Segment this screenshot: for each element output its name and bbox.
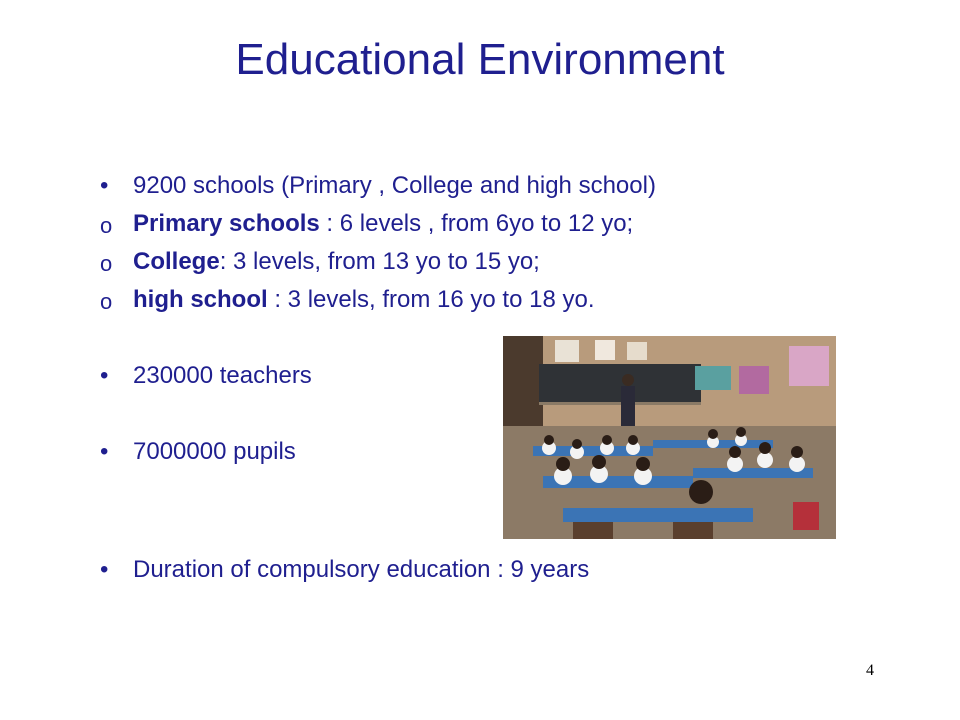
- bullet-text: 9200 schools (Primary , College and high school): [133, 172, 656, 199]
- sub-bullet-detail: : 6 levels , from 6yo to 12 yo;: [319, 210, 634, 237]
- sub-bullet-label: College: [133, 248, 220, 275]
- page-number: 4: [866, 662, 874, 679]
- sub-bullet-text: [133, 206, 633, 242]
- bullet-marker: •: [100, 362, 109, 389]
- classroom-photo: [503, 336, 836, 539]
- bullet-marker: •: [100, 172, 109, 199]
- sub-bullet-label: high school: [133, 286, 268, 313]
- classroom-illustration: [503, 336, 836, 539]
- bullet-marker: •: [100, 438, 109, 465]
- bullet-text: 7000000 pupils: [133, 438, 296, 465]
- slide-title: Educational Environment: [235, 35, 725, 84]
- sub-marker: o: [100, 213, 113, 238]
- sub-marker: o: [100, 251, 113, 276]
- sub-bullet-detail: : 3 levels, from 16 yo to 18 yo.: [267, 286, 595, 313]
- bullet-marker: •: [100, 556, 109, 583]
- sub-bullet-text: [133, 244, 540, 280]
- sub-marker: o: [100, 289, 113, 314]
- bullet-text: 230000 teachers: [133, 362, 312, 389]
- sub-bullet-label: Primary schools: [133, 210, 320, 237]
- sub-bullet-detail: : 3 levels, from 13 yo to 15 yo;: [219, 248, 540, 275]
- sub-bullet-text: [133, 282, 595, 318]
- bullet-text: Duration of compulsory education : 9 years: [133, 556, 590, 583]
